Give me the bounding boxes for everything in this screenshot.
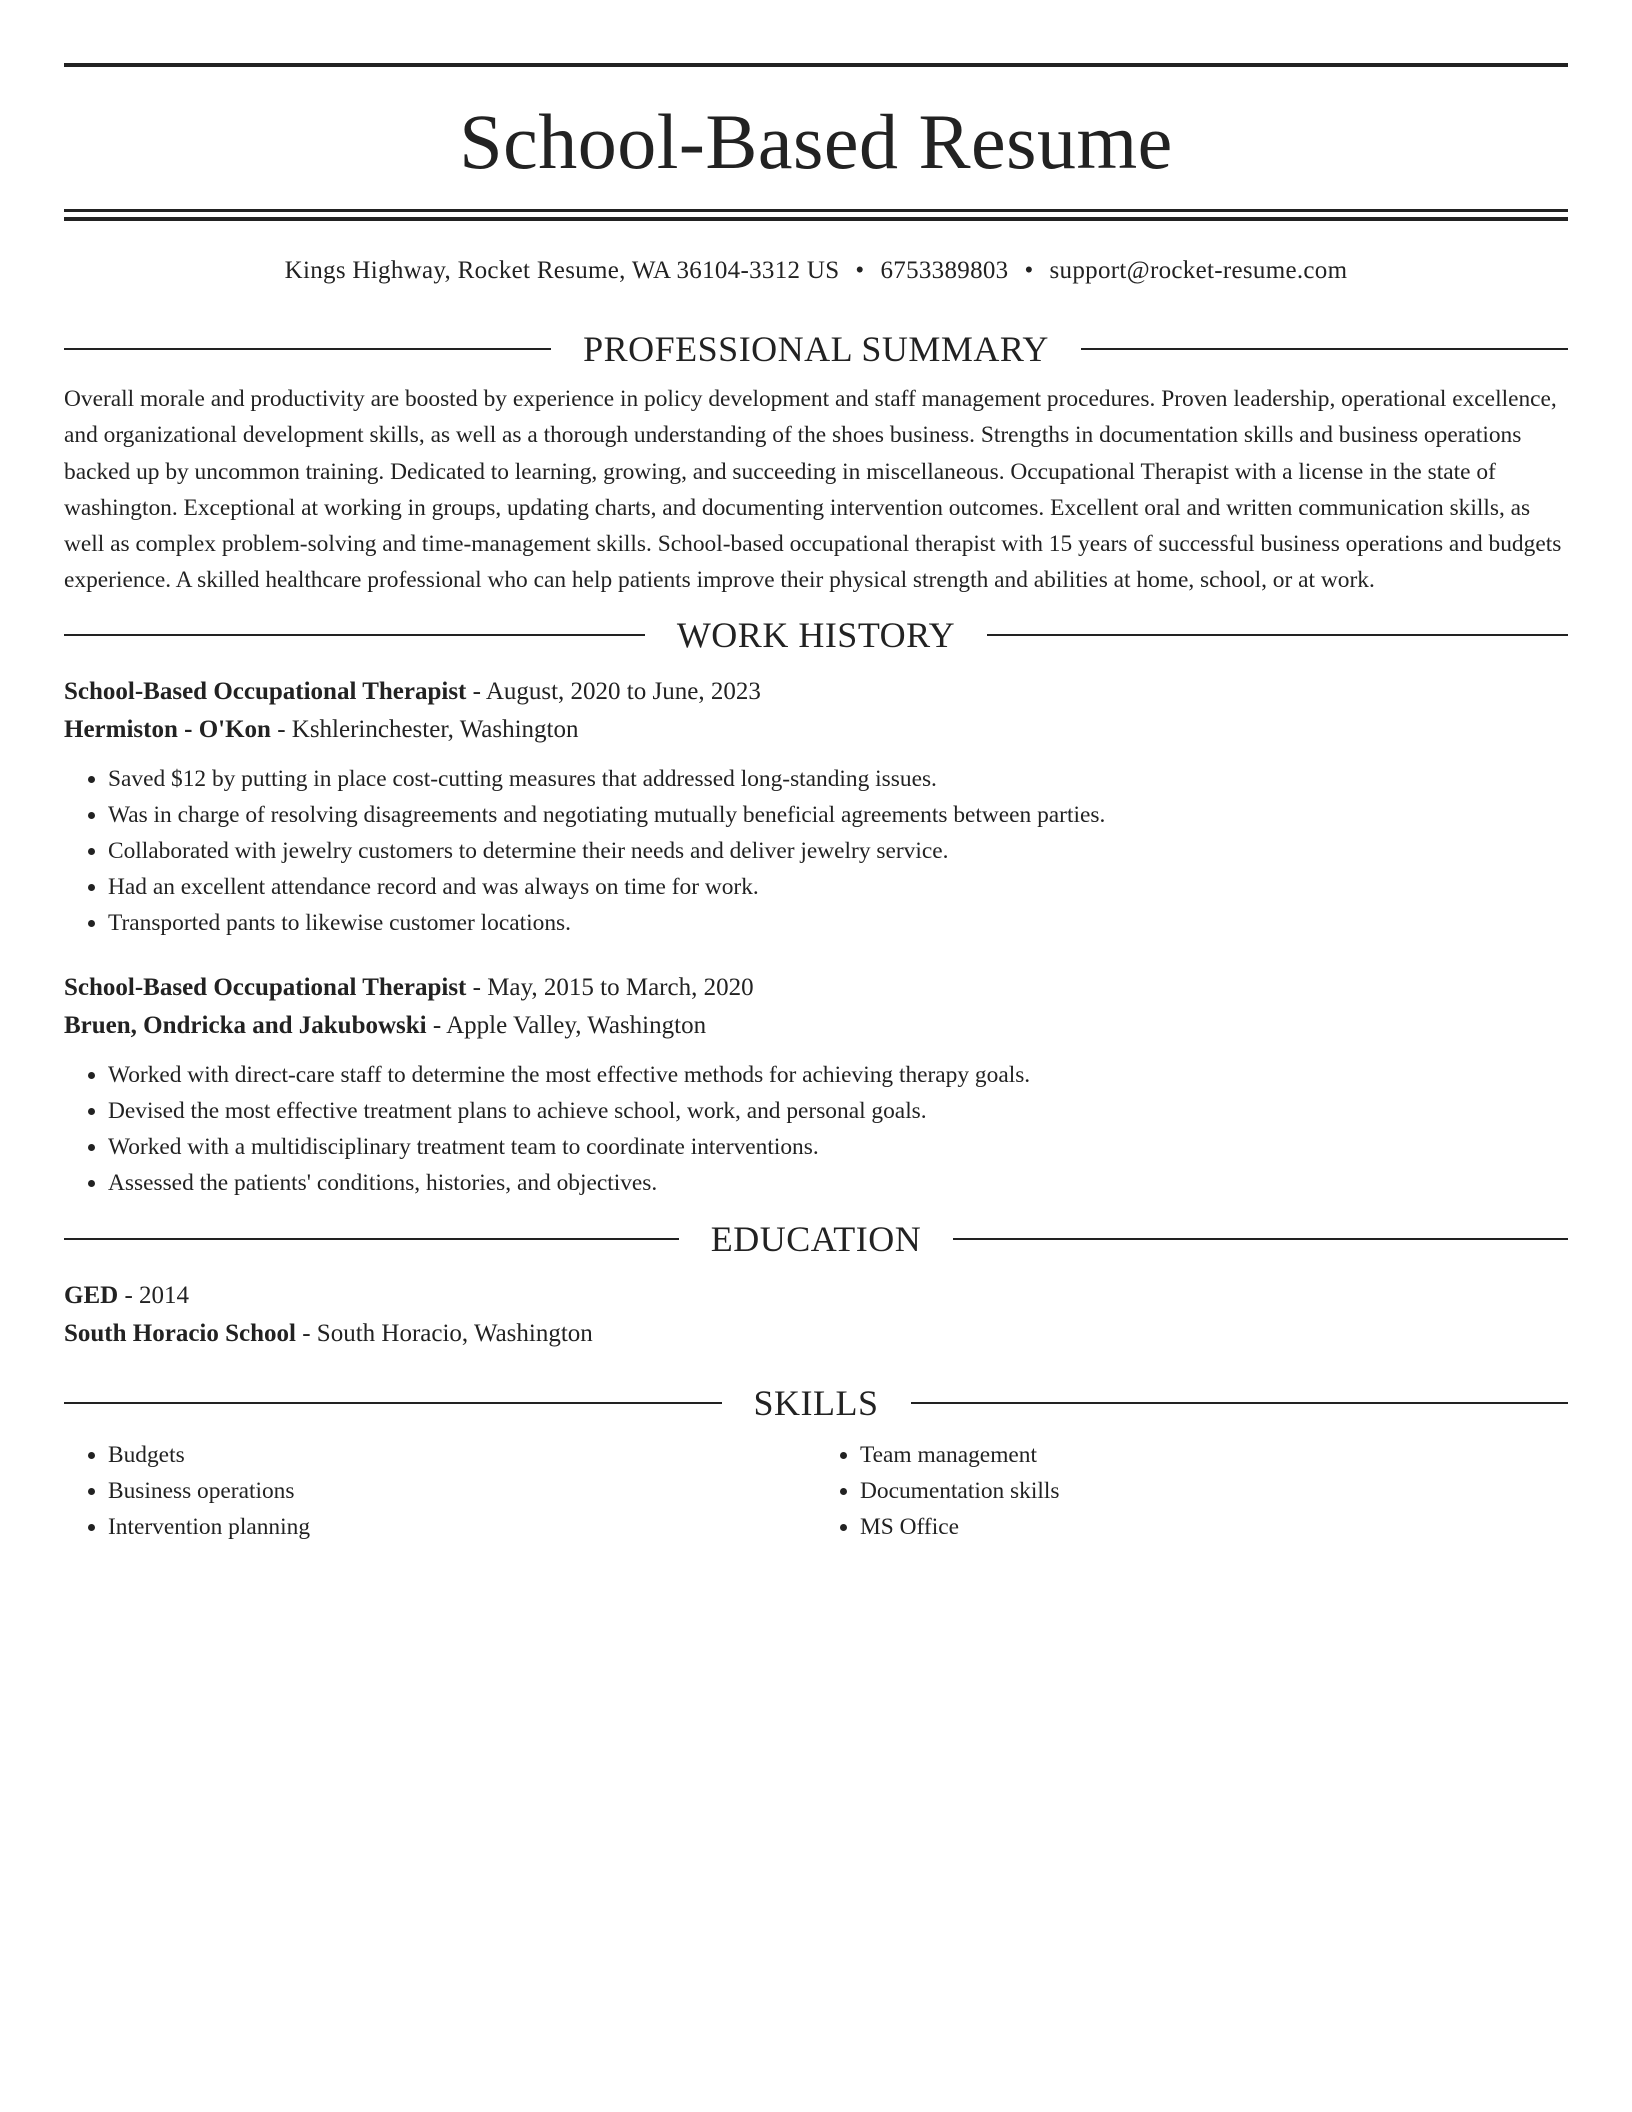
title-double-rule (64, 209, 1568, 221)
job-bullet: • Worked with direct-care staff to determine the most effective methods for achieving therapy goals. (108, 1057, 1568, 1093)
work-section-header (64, 613, 1568, 657)
section-rule (64, 634, 645, 636)
job-dates: - May, 2015 to March, 2020 (466, 973, 754, 1001)
job-bullet: • Worked with a multidisciplinary treatment team to coordinate interventions. (108, 1129, 1568, 1165)
contact-separator: • (1024, 257, 1034, 284)
education-school: South Horacio School (64, 1319, 296, 1347)
job-title: School-Based Occupational Therapist (64, 677, 467, 705)
job-title: School-Based Occupational Therapist (64, 973, 467, 1001)
job-company: Hermiston - O'Kon (64, 715, 271, 743)
job-location: - Apple Valley, Washington (426, 1011, 707, 1039)
section-rule (953, 1238, 1568, 1240)
summary-heading: PROFESSIONAL SUMMARY (583, 329, 1049, 369)
skill-item: • Intervention planning (108, 1509, 816, 1545)
job-location: - Kshlerinchester, Washington (270, 715, 579, 743)
job-bullet: • Saved $12 by putting in place cost-cutting measures that addressed long-standing issues. (108, 761, 1568, 797)
contact-address: Kings Highway, Rocket Resume, WA 36104-3312 US (284, 257, 840, 284)
summary-text: Overall morale and productivity are boosted by experience in policy development and staff management procedures. Proven leadership, operational excellence, and organizational development skills, as well as a thorough understanding of the shoes business. Strengths in documentation skills and business operations backed up by uncommon training. Dedicated to learning, growing, and succeeding in miscellaneous. Occupational Therapist with a license in the state of washington. Exceptional at working in groups, updating charts, and documenting intervention outcomes. Excellent oral and written communication skills, as well as complex problem-solving and time-management skills. School-based occupational therapist with 15 years of successful business operations and budgets experience. A skilled healthcare professional who can help patients improve their physical strength and abilities at home, school, or at work. (64, 386, 1562, 594)
contact-email: support@rocket-resume.com (1049, 257, 1348, 284)
job-bullet: • Assessed the patients' conditions, histories, and objectives. (108, 1165, 1568, 1201)
section-rule (64, 1238, 679, 1240)
job-bullets (64, 761, 1568, 941)
skills-list-left (64, 1437, 816, 1545)
skills-list-right (816, 1437, 1568, 1545)
job-title-line (64, 969, 1568, 1007)
job-bullet: • Devised the most effective treatment plans to achieve school, work, and personal goals. (108, 1093, 1568, 1129)
education-entry (64, 1277, 1568, 1353)
job-title-line (64, 673, 1568, 711)
skills-section-header (64, 1381, 1568, 1425)
summary-section-header (64, 327, 1568, 371)
contact-separator: • (855, 257, 865, 284)
education-school-line (64, 1315, 1568, 1353)
job-bullet: • Transported pants to likewise customer locations. (108, 905, 1568, 941)
skill-item: • Business operations (108, 1473, 816, 1509)
job-dates: - August, 2020 to June, 2023 (466, 677, 761, 705)
resume-title: School-Based Resume (459, 98, 1173, 185)
section-rule (64, 348, 551, 350)
skill-item: • MS Office (860, 1509, 1568, 1545)
education-degree: GED (64, 1281, 119, 1309)
skills-heading: SKILLS (753, 1382, 879, 1423)
skill-item: • Documentation skills (860, 1473, 1568, 1509)
job-bullet: • Collaborated with jewelry customers to determine their needs and deliver jewelry service. (108, 833, 1568, 869)
education-location: - South Horacio, Washington (295, 1319, 593, 1347)
job-company-line (64, 1007, 1568, 1045)
job-company: Bruen, Ondricka and Jakubowski (64, 1011, 427, 1039)
job-bullet: • Had an excellent attendance record and was always on time for work. (108, 869, 1568, 905)
education-degree-line (64, 1277, 1568, 1315)
education-section-header (64, 1217, 1568, 1261)
skills-grid (64, 1437, 1568, 1545)
section-rule (64, 1402, 722, 1404)
job-entry (64, 969, 1568, 1201)
job-bullets (64, 1057, 1568, 1201)
resume-page (64, 0, 1568, 1545)
job-entry (64, 673, 1568, 941)
skill-item: • Team management (860, 1437, 1568, 1473)
work-heading: WORK HISTORY (676, 614, 956, 655)
job-bullet: • Was in charge of resolving disagreements and negotiating mutually beneficial agreements between parties. (108, 797, 1568, 833)
education-year: - 2014 (118, 1281, 190, 1309)
section-rule (1081, 348, 1568, 350)
contact-line (64, 255, 1568, 287)
job-company-line (64, 711, 1568, 749)
education-heading: EDUCATION (710, 1218, 922, 1259)
skill-item: • Budgets (108, 1437, 816, 1473)
section-rule (911, 1402, 1569, 1404)
top-rule (64, 63, 1568, 67)
contact-phone: 6753389803 (880, 257, 1009, 284)
section-rule (987, 634, 1568, 636)
